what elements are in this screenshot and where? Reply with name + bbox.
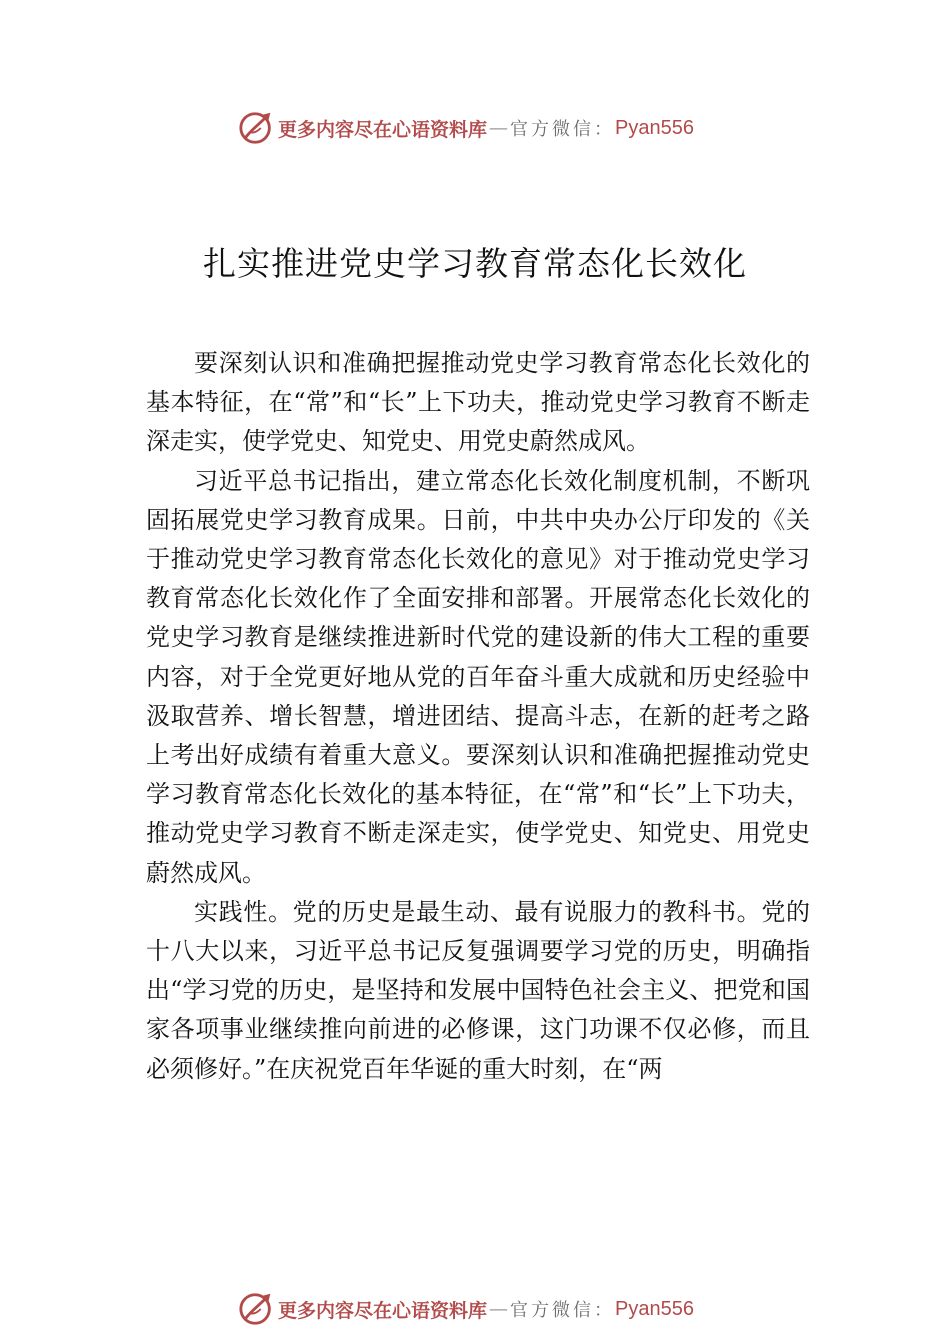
- document-body: [146, 344, 810, 1089]
- banner-dash: —: [489, 117, 509, 139]
- pen-logo-icon: [238, 109, 276, 147]
- pen-logo-icon: [238, 1290, 276, 1328]
- banner-slogan: 更多内容尽在心语资料库: [278, 1299, 488, 1322]
- banner-wechat-id: Pyan556: [615, 116, 694, 139]
- banner-wechat-label: 官方微信：: [510, 1300, 616, 1321]
- banner-wechat-label: 官方微信：: [510, 119, 616, 140]
- banner-dash: —: [489, 1298, 509, 1320]
- paragraph: 习近平总书记指出，建立常态化长效化制度机制，不断巩固拓展党史学习教育成果。日前，中共中央办公厅印发的《关于推动党史学习教育常态化长效化的意见》对于推动党史学习教育常态化长效化作了全面安排和部署。开展常态化长效化的党史学习教育是继续推进新时代党的建设新的伟大工程的重要内容，对于全党更好地从党的百年奋斗重大成就和历史经验中汲取营养、增长智慧，增进团结、提高斗志，在新的赶考之路上考出好成绩有着重大意义。要深刻认识和准确把握推动党史学习教育常态化长效化的基本特征，在“常”和“长”上下功夫，推动党史学习教育不断走深走实，使学党史、知党史、用党史蔚然成风。: [146, 466, 810, 887]
- document-title: 扎实推进党史学习教育常态化长效化: [203, 244, 747, 283]
- banner-wechat-id: Pyan556: [615, 1297, 694, 1320]
- footer-banner: [238, 1289, 758, 1329]
- paragraph: 要深刻认识和准确把握推动党史学习教育常态化长效化的基本特征，在“常”和“长”上下功夫，推动党史学习教育不断走深走实，使学党史、知党史、用党史蔚然成风。: [146, 349, 810, 456]
- paragraph: 实践性。党的历史是最生动、最有说服力的教科书。党的十八大以来，习近平总书记反复强调要学习党的历史，明确指出“学习党的历史，是坚持和发展中国特色社会主义、把党和国家各项事业继续推向前进的必修课，这门功课不仅必修，而且必须修好。”在庆祝党百年华诞的重大时刻，在“两: [146, 897, 810, 1083]
- header-banner: [238, 108, 758, 148]
- banner-slogan: 更多内容尽在心语资料库: [278, 118, 488, 141]
